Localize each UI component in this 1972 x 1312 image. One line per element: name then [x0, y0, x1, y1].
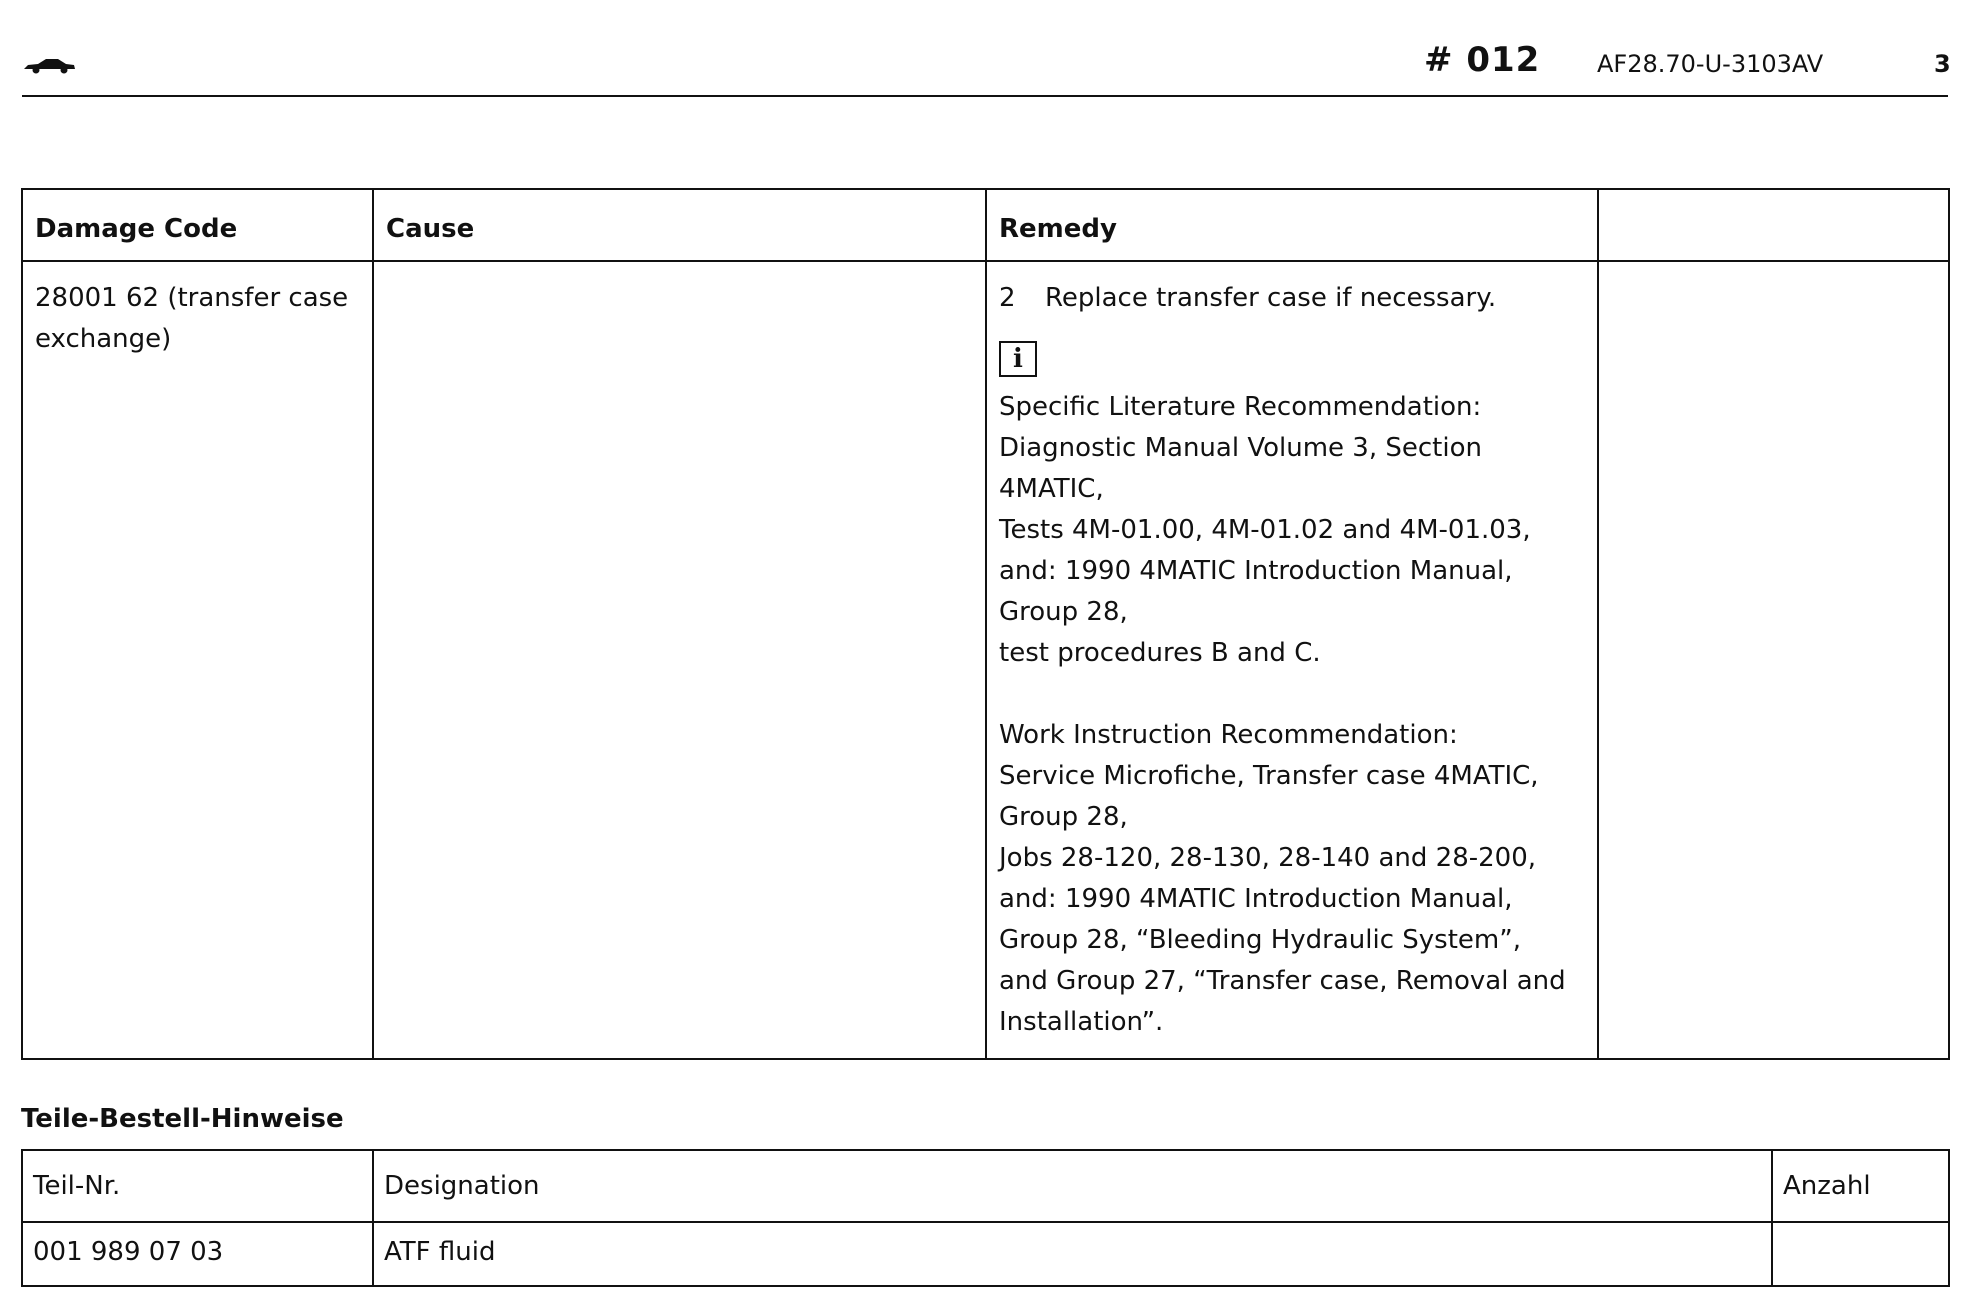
- info-icon: i: [999, 341, 1037, 377]
- column-header-damage-code: Damage Code: [22, 189, 373, 261]
- parts-heading: Teile-Bestell-Hinweise: [21, 1104, 344, 1134]
- column-header-remedy: Remedy: [986, 189, 1598, 261]
- parts-header-row: [22, 1150, 1949, 1222]
- parts-table: [21, 1149, 1950, 1287]
- damage-code-cell: 28001 62 (transfer case exchange): [22, 261, 373, 1059]
- car-icon: [22, 56, 76, 74]
- column-header-cause: Cause: [373, 189, 986, 261]
- header-divider: [22, 95, 1948, 97]
- document-number: # 012: [1424, 40, 1541, 80]
- step-number: 2: [999, 283, 1016, 313]
- quantity-cell: [1772, 1222, 1949, 1286]
- extra-cell: [1598, 261, 1949, 1059]
- spacer: [999, 674, 1585, 715]
- table-header-row: [22, 189, 1949, 261]
- remedy-step: [999, 278, 1585, 319]
- work-instruction-line: Work Instruction Recommendation:: [999, 720, 1458, 750]
- damage-table: [21, 188, 1950, 1060]
- designation-cell: ATF fluid: [373, 1222, 1772, 1286]
- column-header-quantity: Anzahl: [1772, 1150, 1949, 1222]
- literature-line: Specific Literature Recommendation:: [999, 392, 1482, 422]
- literature-line: and: 1990 4MATIC Introduction Manual, Group 28,: [999, 556, 1513, 627]
- column-header-part-number: Teil-Nr.: [22, 1150, 373, 1222]
- column-header-designation: Designation: [373, 1150, 1772, 1222]
- page-number: 3: [1934, 50, 1951, 78]
- literature-line: Tests 4M-01.00, 4M-01.02 and 4M-01.03,: [999, 515, 1531, 545]
- work-instruction-line: Jobs 28-120, 28-130, 28-140 and 28-200,: [999, 843, 1537, 873]
- table-row: [22, 261, 1949, 1059]
- cause-cell: [373, 261, 986, 1059]
- part-number-cell: 001 989 07 03: [22, 1222, 373, 1286]
- work-instruction-line: and: 1990 4MATIC Introduction Manual, Group 28, “Bleeding Hydraulic System”,: [999, 884, 1521, 955]
- column-header-blank: [1598, 189, 1949, 261]
- work-instruction-line: and Group 27, “Transfer case, Removal and Installation”.: [999, 966, 1566, 1037]
- literature-line: test procedures B and C.: [999, 638, 1321, 668]
- table-row: [22, 1222, 1949, 1286]
- literature-line: Diagnostic Manual Volume 3, Section 4MATIC,: [999, 433, 1482, 504]
- work-instruction-line: Service Microfiche, Transfer case 4MATIC, Group 28,: [999, 761, 1539, 832]
- step-text: Replace transfer case if necessary.: [1045, 283, 1497, 313]
- remedy-cell: [986, 261, 1598, 1059]
- document-code: AF28.70-U-3103AV: [1597, 50, 1824, 78]
